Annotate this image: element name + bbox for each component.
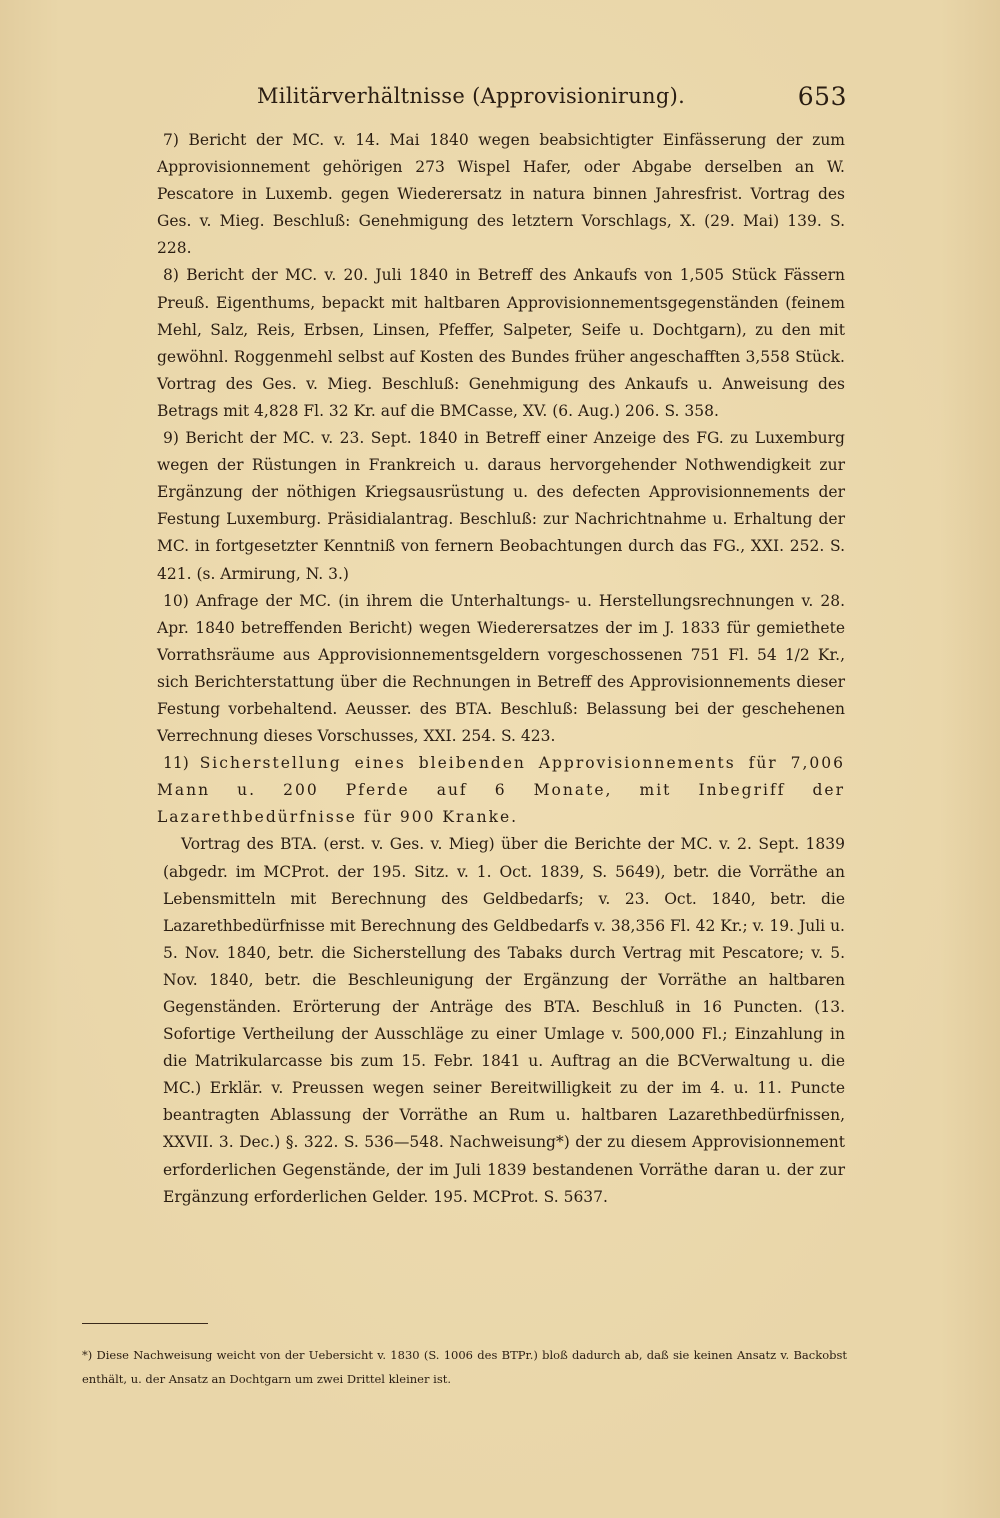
entry-text: Bericht der MC. v. 14. Mai 1840 wegen beabsichtigter Einfässerung der zum Approvisionnement gehörigen 273 Wispel Hafer, oder Abgabe derselben an W. Pescatore in Luxemb. gegen Wiederersatz in natura binnen Jahresfrist. Vortrag des Ges. v. Mieg. Beschluß: Genehmigung des letztern Vorschlags, X. (29. Mai) 139. S. 228. bbox=[157, 131, 845, 258]
entry-number: 11) bbox=[163, 754, 189, 773]
entry-11-heading bbox=[157, 750, 845, 831]
entry-8 bbox=[157, 262, 845, 425]
entry-number: 8) bbox=[163, 266, 179, 285]
entry-9 bbox=[157, 425, 845, 588]
footnote-divider bbox=[82, 1323, 208, 1324]
entry-text: Sicherstellung eines bleibenden Approvisionnements für 7,006 Mann u. 200 Pferde auf 6 Monate, mit Inbegriff der Lazarethbedürfnisse für 900 Kranke. bbox=[157, 754, 845, 827]
entry-number: 9) bbox=[163, 429, 179, 448]
entry-text: Vortrag des BTA. (erst. v. Ges. v. Mieg) über die Berichte der MC. v. 2. Sept. 1839 (abgedr. im MCProt. der 195. Sitz. v. 1. Oct. 1839, S. 5649), betr. die Vorräthe an Lebensmitteln mit Berechnung des Geldbedarfs; v. 23. Oct. 1840, betr. die Lazarethbedürfnisse mit Berechnung des Geldbedarfs v. 38,356 Fl. 42 Kr.; v. 19. Juli u. 5. Nov. 1840, betr. die Sicherstellung des Tabaks durch Vertrag mit Pescatore; v. 5. Nov. 1840, betr. die Beschleunigung der Ergänzung der Vorräthe an haltbaren Gegenständen. Erörterung der Anträge des BTA. Beschluß in 16 Puncten. (13. Sofortige Vertheilung der Ausschläge zu einer Umlage v. 500,000 Fl.; Einzahlung in die Matrikularcasse bis zum 15. Febr. 1841 u. Auftrag an die BCVerwaltung u. die MC.) Erklär. v. Preussen wegen seiner Bereitwilligkeit zu der im 4. u. 11. Puncte beantragten Ablassung der Vorräthe an Rum u. haltbaren Lazarethbedürfnissen, XXVII. 3. Dec.) §. 322. S. 536—548. Nachweisung*) der zu diesem Approvisionnement erforderlichen Gegenstände, der im Juli 1839 bestandenen Vorräthe daran u. der zur Ergänzung erforderlichen Gelder. 195. MCProt. S. 5637. bbox=[163, 835, 845, 1206]
entry-11-body bbox=[163, 831, 845, 1210]
body-text bbox=[157, 127, 845, 1211]
entry-text: Bericht der MC. v. 20. Juli 1840 in Betreff des Ankaufs von 1,505 Stück Fässern Preuß. Eigenthums, bepackt mit haltbaren Approvisionnementsgegenständen (feinem Mehl, Salz, Reis, Erbsen, Linsen, Pfeffer, Salpeter, Seife u. Dochtgarn), zu den mit gewöhnl. Roggenmehl selbst auf Kosten des Bundes früher angeschafften 3,558 Stück. Vortrag des Ges. v. Mieg. Beschluß: Genehmigung des Ankaufs u. Anweisung des Betrags mit 4,828 Fl. 32 Kr. auf die BMCasse, XV. (6. Aug.) 206. S. 358. bbox=[157, 266, 845, 420]
entry-text: Bericht der MC. v. 23. Sept. 1840 in Betreff einer Anzeige des FG. zu Luxemburg wegen der Rüstungen in Frankreich u. daraus hervorgehender Nothwendigkeit zur Ergänzung der nöthigen Kriegsausrüstung u. des defecten Approvisionnements der Festung Luxemburg. Präsidialantrag. Beschluß: zur Nachrichtnahme u. Erhaltung der MC. in fortgesetzter Kenntniß von fernern Beobachtungen durch das FG., XXI. 252. S. 421. (s. Armirung, N. 3.) bbox=[157, 429, 845, 583]
entry-7 bbox=[157, 127, 845, 262]
entry-number: 7) bbox=[163, 131, 179, 149]
entry-text: Anfrage der MC. (in ihrem die Unterhaltungs- u. Herstellungsrechnungen v. 28. Apr. 1840 betreffenden Bericht) wegen Wiederersatzes der im J. 1833 für gemiethete Vorrathsräume aus Approvisionnementsgeldern vorgeschossenen 751 Fl. 54 1/2 Kr., sich Berichterstattung über die Rechnungen in Betreff des Approvisionnements dieser Festung vorbehaltend. Aeusser. des BTA. Beschluß: Belassung bei der geschehenen Verrechnung dieses Vorschusses, XXI. 254. S. 423. bbox=[157, 591, 845, 746]
page-number: 653 bbox=[797, 82, 847, 111]
running-title: Militärverhältnisse (Approvisionirung). bbox=[257, 84, 686, 108]
entry-number: 10) bbox=[163, 591, 189, 610]
footnote: *) Diese Nachweisung weicht von der Uebersicht v. 1830 (S. 1006 des BTPr.) bloß dadurch ab, daß sie keinen Ansatz v. Backobst enthält, u. der Ansatz an Dochtgarn um zwei Drittel kleiner ist. bbox=[82, 1348, 847, 1386]
entry-10 bbox=[157, 588, 845, 751]
page-header bbox=[157, 84, 847, 118]
